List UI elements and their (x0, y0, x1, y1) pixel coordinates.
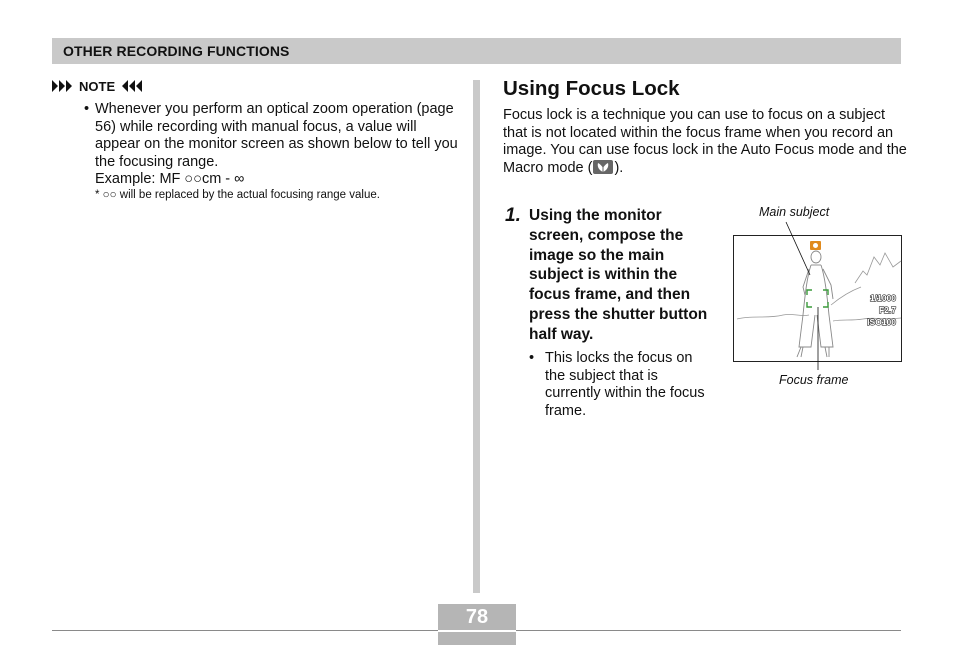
note-bullet-text: Whenever you perform an optical zoom operation (page 56) while recording with manual focus, a value will appear on the monitor screen as shown below to tell you the focusing range. (95, 101, 458, 170)
note-example: Example: MF ○○cm - ∞ (95, 171, 245, 188)
step-bullet-marker: • (529, 350, 535, 366)
note-label: NOTE (79, 78, 116, 94)
main-subject-label: Main subject (759, 205, 830, 219)
intro-text-end: ). (614, 159, 624, 176)
note-footnote: * ○○ will be replaced by the actual focusing range value. (95, 189, 380, 201)
step-bullet-text: This locks the focus on the subject that is currently within the focus frame. (545, 350, 705, 419)
page-number-stripe (438, 630, 516, 632)
focus-frame-label: Focus frame (779, 373, 849, 387)
step-instruction: Using the monitor screen, compose the image so the main subject is within the focus frame, and then press the shutter button half way. (529, 207, 708, 343)
shutter-speed-readout: 1/1000 (870, 293, 896, 303)
iso-readout: ISO100 (867, 317, 896, 327)
aperture-readout: F2.7 (878, 305, 896, 315)
page-number-box (438, 604, 516, 645)
intro-text: Focus lock is a technique you can use to focus on a subject that is not located within the focus frame when you record an image. You can use focus lock in the Auto Focus mode and the Macro mode ( (503, 107, 907, 176)
section-title: Using Focus Lock (503, 77, 680, 100)
note-bullet-marker: • (84, 101, 90, 117)
section-header-title: OTHER RECORDING FUNCTIONS (63, 43, 290, 59)
page-number: 78 (465, 606, 489, 628)
step-number: 1. (505, 205, 521, 226)
